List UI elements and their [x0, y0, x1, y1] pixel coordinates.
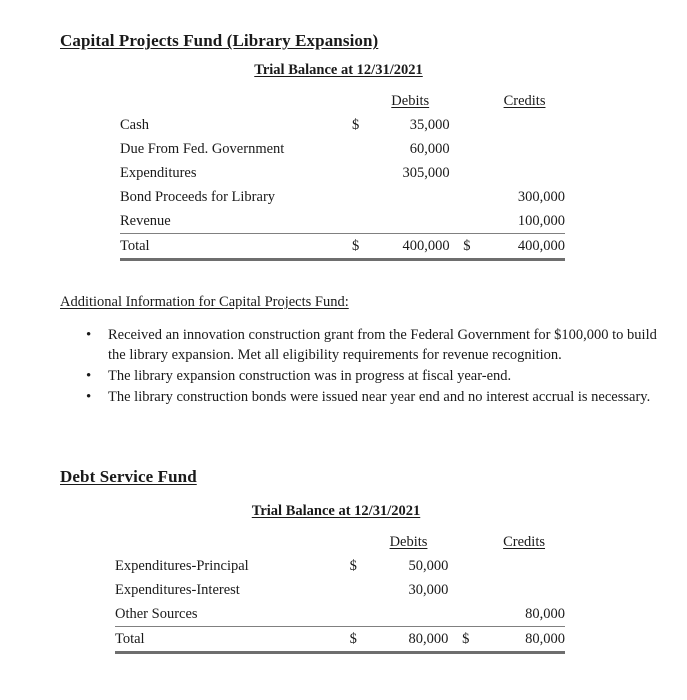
row-credit-currency — [448, 554, 483, 578]
bullet-icon: • — [86, 368, 92, 384]
additional-information-list — [60, 325, 660, 407]
table-total-row — [115, 627, 565, 653]
total-credit-currency: $ — [448, 627, 483, 653]
fund-heading-capital-projects: Capital Projects Fund (Library Expansion) — [60, 31, 379, 51]
row-credit-amount: 300,000 — [517, 189, 565, 205]
row-credit-currency — [450, 161, 484, 185]
table-row — [120, 137, 565, 161]
row-label: Expenditures-Principal — [115, 558, 249, 574]
row-debit-currency — [340, 185, 370, 209]
row-label: Revenue — [120, 213, 171, 229]
column-header-account — [115, 530, 338, 554]
row-label: Expenditures-Interest — [115, 582, 240, 598]
row-debit-currency: $ — [349, 558, 357, 574]
additional-information-section — [60, 294, 660, 408]
row-credit-amount: 100,000 — [517, 213, 565, 229]
row-debit-amount: 60,000 — [409, 141, 450, 157]
row-credit-amount — [484, 137, 565, 161]
row-credit-currency — [450, 113, 484, 137]
list-item-text: The library construction bonds were issued near year end and no interest accrual is necessary. — [108, 389, 651, 405]
column-header-debit-sign — [340, 89, 370, 113]
column-header-account — [120, 89, 340, 113]
row-debit-currency — [340, 137, 370, 161]
row-debit-amount — [369, 602, 449, 627]
list-item — [60, 366, 660, 386]
table-header-row — [115, 530, 565, 554]
row-debit-currency: $ — [352, 117, 360, 133]
row-label: Due From Fed. Government — [120, 141, 285, 157]
trial-balance-table — [115, 530, 565, 654]
row-credit-amount — [483, 554, 565, 578]
row-credit-currency — [450, 137, 484, 161]
total-debit-amount: 80,000 — [369, 627, 449, 653]
trial-balance-table — [120, 89, 565, 261]
table-header-row — [120, 89, 565, 113]
total-debit-currency: $ — [338, 627, 369, 653]
row-credit-amount — [483, 578, 565, 602]
fund-heading-debt-service: Debt Service Fund — [60, 467, 197, 487]
table-row — [120, 113, 565, 137]
total-credit-amount: 400,000 — [484, 234, 565, 260]
list-item — [60, 387, 660, 407]
column-header-credits: Credits — [503, 93, 546, 109]
total-credit-currency: $ — [450, 234, 484, 260]
row-debit-currency — [340, 161, 370, 185]
row-debit-amount: 30,000 — [408, 582, 449, 598]
row-label: Bond Proceeds for Library — [120, 189, 276, 205]
row-credit-amount — [484, 161, 565, 185]
column-header-debits: Debits — [389, 534, 428, 550]
row-debit-amount: 35,000 — [409, 117, 450, 133]
list-item-text: The library expansion construction was in progress at fiscal year-end. — [108, 368, 512, 384]
bullet-icon: • — [86, 389, 92, 405]
total-debit-currency: $ — [340, 234, 370, 260]
row-credit-currency — [448, 602, 483, 627]
row-debit-amount — [371, 185, 450, 209]
row-debit-amount: 305,000 — [402, 165, 450, 181]
trial-balance-caption: Trial Balance at 12/31/2021 — [251, 503, 421, 519]
row-credit-amount: 80,000 — [525, 606, 565, 622]
row-credit-currency — [450, 185, 484, 209]
table-row — [120, 161, 565, 185]
row-label: Other Sources — [115, 606, 198, 622]
table-row — [115, 602, 565, 627]
table-row — [115, 578, 565, 602]
list-item-text: Received an innovation construction grant from the Federal Government for $100,000 to build the library expansion. Met all eligibility requirements for revenue recognition. — [108, 327, 657, 363]
column-header-debits: Debits — [391, 93, 430, 109]
total-debit-amount: 400,000 — [371, 234, 450, 260]
column-header-debit-sign — [338, 530, 369, 554]
row-credit-currency — [450, 209, 484, 234]
row-debit-amount — [371, 209, 450, 234]
trial-balance-debt-service — [115, 503, 565, 654]
list-item — [60, 325, 660, 365]
column-header-credits: Credits — [503, 534, 546, 550]
row-credit-currency — [448, 578, 483, 602]
row-label: Expenditures — [120, 165, 197, 181]
total-credit-amount: 80,000 — [483, 627, 565, 653]
table-total-row — [120, 234, 565, 260]
column-header-credit-sign — [450, 89, 484, 113]
row-credit-amount — [484, 113, 565, 137]
trial-balance-caption: Trial Balance at 12/31/2021 — [254, 62, 423, 78]
row-debit-currency — [338, 578, 369, 602]
trial-balance-capital-projects — [120, 62, 565, 261]
column-header-credit-sign — [448, 530, 483, 554]
table-row — [115, 554, 565, 578]
row-debit-currency — [340, 209, 370, 234]
total-label: Total — [115, 627, 338, 653]
row-label: Cash — [120, 117, 149, 133]
row-debit-amount: 50,000 — [408, 558, 449, 574]
row-debit-currency — [338, 602, 369, 627]
additional-information-title: Additional Information for Capital Projects Fund: — [60, 294, 349, 310]
total-label: Total — [120, 234, 340, 260]
table-row — [120, 209, 565, 234]
bullet-icon: • — [86, 327, 92, 343]
table-row — [120, 185, 565, 209]
